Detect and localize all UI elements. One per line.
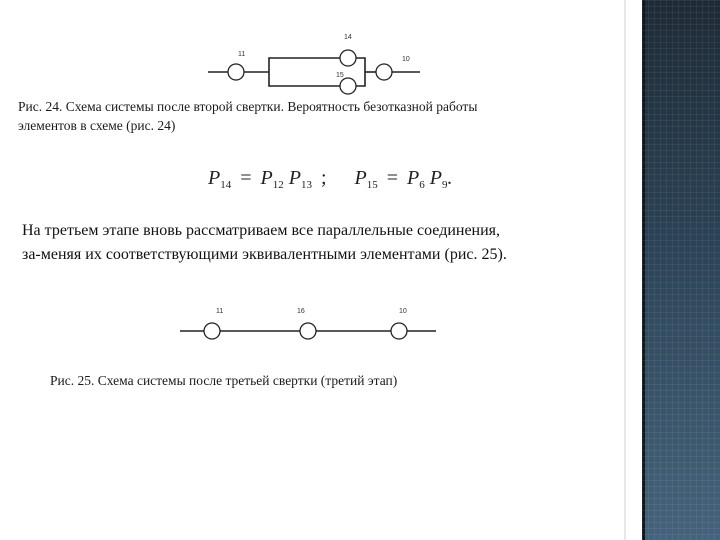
decorative-side-panel xyxy=(642,0,720,540)
formula-p6-sub: 6 xyxy=(419,179,425,191)
probability-formula xyxy=(208,167,452,193)
figure-24-caption-line-1: Рис. 24. Схема системы после второй свертки. Вероятность безотказной работы xyxy=(18,99,478,114)
formula-p14: P xyxy=(208,167,221,189)
figure-24-diagram xyxy=(200,28,430,98)
element-15 xyxy=(340,78,356,94)
formula-p15-sub: 15 xyxy=(366,179,378,191)
label-25-11: 11 xyxy=(216,308,224,315)
figure-24-caption-line-2: элементов в схеме (рис. 24) xyxy=(18,118,176,133)
figure-25-diagram xyxy=(170,300,445,350)
label-10: 10 xyxy=(402,56,410,63)
figure-24-caption xyxy=(18,97,618,135)
label-14: 14 xyxy=(344,34,352,41)
parallel-block-left xyxy=(269,58,340,72)
figure-25-caption: Рис. 25. Схема системы после третьей свертки (третий этап) xyxy=(50,373,398,388)
parallel-block-right xyxy=(356,58,365,86)
formula-p6: P xyxy=(407,167,420,189)
formula-end: . xyxy=(447,167,453,189)
parallel-block-left-lower xyxy=(269,72,340,86)
main-paragraph-line-1: На третьем этапе вновь рассматриваем все параллельные соединения, xyxy=(22,222,501,239)
formula-p13-sub: 13 xyxy=(300,179,312,191)
element-11 xyxy=(228,64,244,80)
element-25-10 xyxy=(391,323,407,339)
formula-separator: ; xyxy=(320,167,327,189)
element-25-16 xyxy=(300,323,316,339)
panel-divider xyxy=(624,0,626,540)
main-paragraph-line-2: за-меняя их соответствующими эквивалентными элементами (рис. 25). xyxy=(22,246,507,263)
element-14 xyxy=(340,50,356,66)
label-25-16: 16 xyxy=(297,308,305,315)
formula-p9: P xyxy=(429,167,442,189)
formula-eq-1: = xyxy=(240,167,252,189)
formula-p12: P xyxy=(260,167,273,189)
element-25-11 xyxy=(204,323,220,339)
formula-p13: P xyxy=(288,167,301,189)
label-15: 15 xyxy=(336,72,344,79)
formula-p9-sub: 9 xyxy=(441,179,448,191)
formula-p12-sub: 12 xyxy=(272,179,284,191)
label-25-10: 10 xyxy=(399,308,407,315)
element-10 xyxy=(376,64,392,80)
formula-eq-2: = xyxy=(386,167,398,189)
main-paragraph xyxy=(22,219,642,267)
formula-p15: P xyxy=(354,167,367,189)
formula-p14-sub: 14 xyxy=(220,179,232,191)
label-11: 11 xyxy=(238,51,246,58)
